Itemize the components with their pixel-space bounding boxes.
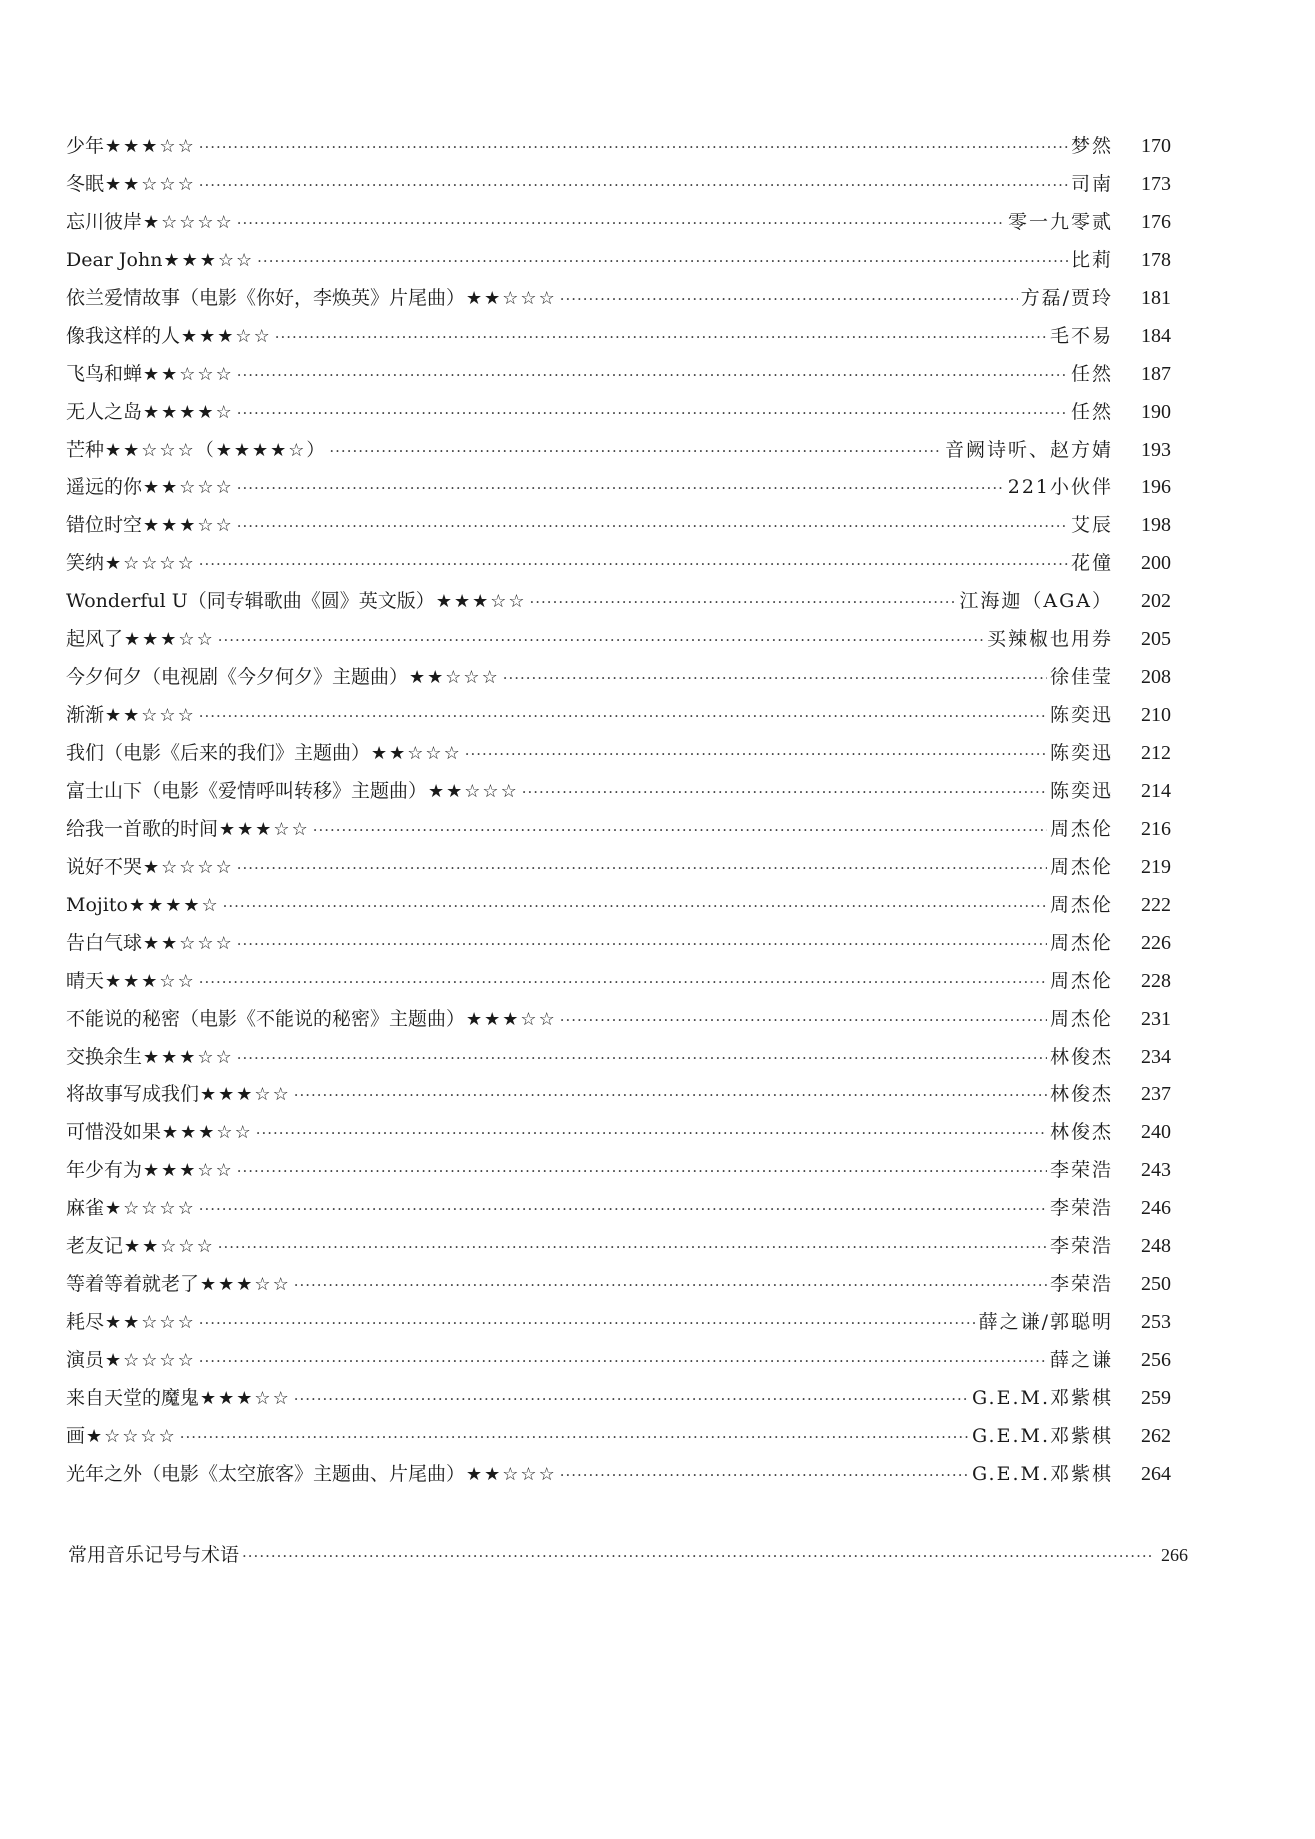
page-number: 181 xyxy=(1141,286,1171,309)
dot-leader xyxy=(237,1040,1047,1078)
song-title: 起风了 xyxy=(66,628,124,651)
difficulty-stars: ★★☆☆☆ xyxy=(409,667,500,689)
song-title: 不能说的秘密（电影《不能说的秘密》主题曲） xyxy=(66,1007,466,1030)
dot-leader xyxy=(237,1153,1047,1191)
dot-leader xyxy=(199,1343,1047,1381)
dot-leader xyxy=(329,433,942,471)
artist-name: 李荣浩 xyxy=(1049,1159,1113,1182)
dot-leader xyxy=(218,622,984,660)
artist-name: 任然 xyxy=(1070,362,1113,385)
page-number: 196 xyxy=(1141,476,1171,499)
page-number: 205 xyxy=(1141,628,1171,651)
song-title: 交换余生 xyxy=(66,1045,143,1068)
toc-entry[interactable] xyxy=(66,166,1171,204)
song-title: 等着等着就老了 xyxy=(66,1273,200,1296)
appendix-entry[interactable] xyxy=(68,1537,1188,1575)
difficulty-stars: ★★★☆☆ xyxy=(181,325,272,347)
dot-leader xyxy=(522,774,1047,812)
page-number: 228 xyxy=(1141,969,1171,992)
dot-leader xyxy=(199,167,1068,205)
toc-entry[interactable] xyxy=(66,735,1171,773)
artist-name: 周杰伦 xyxy=(1049,893,1113,916)
dot-leader xyxy=(256,1115,1047,1153)
song-title: 错位时空 xyxy=(66,514,143,537)
page-number: 212 xyxy=(1141,742,1171,764)
page-number: 248 xyxy=(1141,1235,1171,1258)
toc-entry[interactable] xyxy=(66,469,1171,507)
artist-name: 比莉 xyxy=(1070,248,1113,271)
difficulty-stars: ★★★☆☆ xyxy=(105,136,196,157)
song-title: 可惜没如果 xyxy=(66,1121,162,1144)
artist-name: 徐佳莹 xyxy=(1049,666,1113,689)
toc-entry[interactable] xyxy=(66,1456,1171,1494)
page-number: 234 xyxy=(1141,1045,1171,1068)
page-number: 216 xyxy=(1141,817,1171,840)
dot-leader xyxy=(199,129,1068,167)
toc-entry[interactable] xyxy=(66,811,1171,849)
page-number: 246 xyxy=(1141,1197,1171,1220)
appendix-page-number: 266 xyxy=(1161,1545,1188,1565)
dot-leader xyxy=(237,850,1047,888)
toc-entry[interactable] xyxy=(66,963,1171,1001)
artist-name: 林俊杰 xyxy=(1049,1045,1113,1068)
artist-name: 221小伙伴 xyxy=(1007,476,1113,499)
dot-leader xyxy=(199,546,1068,584)
dot-leader xyxy=(223,888,1047,926)
artist-name: G.E.M.邓紫棋 xyxy=(972,1462,1113,1485)
artist-name: 周杰伦 xyxy=(1049,931,1113,954)
toc-entry[interactable] xyxy=(66,432,1171,470)
page-number: 264 xyxy=(1141,1462,1171,1485)
page-number: 250 xyxy=(1141,1273,1171,1296)
toc-entry[interactable] xyxy=(66,394,1171,432)
song-title: 来自天堂的魔鬼 xyxy=(66,1386,200,1409)
page-number: 253 xyxy=(1141,1311,1171,1334)
dot-leader xyxy=(199,964,1047,1002)
toc-entry[interactable] xyxy=(66,1228,1171,1266)
toc-entry[interactable] xyxy=(66,1304,1171,1342)
difficulty-stars: ★★★☆☆ xyxy=(105,970,196,992)
artist-name: 林俊杰 xyxy=(1049,1121,1113,1144)
dot-leader xyxy=(560,1457,969,1495)
difficulty-stars: ★★★☆☆ xyxy=(435,591,527,613)
table-of-contents xyxy=(66,128,1171,1494)
difficulty-stars: ★★★★☆ xyxy=(143,401,234,423)
song-title: 冬眠 xyxy=(66,172,105,195)
page-number: 208 xyxy=(1141,666,1171,689)
dot-leader xyxy=(218,1229,1047,1267)
artist-name: 周杰伦 xyxy=(1049,1007,1113,1030)
toc-entry[interactable] xyxy=(66,697,1171,735)
toc-entry[interactable] xyxy=(66,545,1171,583)
page-number: 214 xyxy=(1141,779,1171,802)
artist-name: 音阙诗听、赵方婧 xyxy=(944,438,1113,461)
difficulty-stars: ★☆☆☆☆ xyxy=(105,1350,196,1371)
song-title: 少年 xyxy=(66,135,105,157)
artist-name: 江海迦（AGA） xyxy=(959,590,1113,613)
dot-leader xyxy=(242,1538,1152,1576)
page-number: 173 xyxy=(1141,172,1171,195)
page-number: 226 xyxy=(1141,931,1171,954)
song-title: 说好不哭 xyxy=(66,855,143,878)
song-title: Mojito xyxy=(66,893,128,916)
song-title: 晴天 xyxy=(66,969,105,992)
difficulty-stars: ★★★☆☆ xyxy=(200,1387,291,1409)
toc-entry[interactable] xyxy=(66,925,1171,963)
artist-name: 李荣浩 xyxy=(1049,1273,1113,1296)
difficulty-stars: ★★★☆☆ xyxy=(162,1122,253,1144)
page-number: 200 xyxy=(1141,552,1171,575)
toc-entry[interactable] xyxy=(66,1152,1171,1190)
page-number: 178 xyxy=(1141,248,1171,271)
difficulty-stars: ★★☆☆☆ xyxy=(105,705,196,727)
dot-leader xyxy=(257,243,1068,281)
dot-leader xyxy=(199,1305,976,1343)
song-title: 忘川彼岸 xyxy=(66,210,143,233)
song-title: 我们（电影《后来的我们》主题曲） xyxy=(66,742,371,764)
toc-entry[interactable] xyxy=(66,659,1171,697)
toc-entry[interactable] xyxy=(66,1190,1171,1228)
artist-name: 毛不易 xyxy=(1049,324,1113,347)
toc-entry[interactable] xyxy=(66,280,1171,318)
song-title: 遥远的你 xyxy=(66,476,143,499)
difficulty-stars: ★☆☆☆☆ xyxy=(86,1425,177,1447)
song-title: 麻雀 xyxy=(66,1197,105,1220)
song-title: 无人之岛 xyxy=(66,400,143,423)
page-number: 237 xyxy=(1141,1083,1171,1106)
song-title: 演员 xyxy=(66,1349,105,1371)
dot-leader xyxy=(237,205,1005,243)
toc-entry[interactable] xyxy=(66,1001,1171,1039)
page-number: 202 xyxy=(1141,590,1171,613)
difficulty-stars: ★☆☆☆☆ xyxy=(143,856,234,878)
difficulty-stars: ★★☆☆☆ xyxy=(124,1236,215,1258)
artist-name: 花僮 xyxy=(1070,552,1113,575)
toc-entry[interactable] xyxy=(66,1380,1171,1418)
song-title: 今夕何夕（电视剧《今夕何夕》主题曲） xyxy=(66,666,409,689)
page-number: 210 xyxy=(1141,704,1171,727)
toc-entry[interactable] xyxy=(66,507,1171,545)
page-number: 262 xyxy=(1141,1424,1171,1447)
song-title: 笑纳 xyxy=(66,552,105,575)
dot-leader xyxy=(199,698,1047,736)
artist-name: 林俊杰 xyxy=(1049,1083,1113,1106)
difficulty-stars: ★★☆☆☆ xyxy=(466,1463,557,1485)
artist-name: 薛之谦 xyxy=(1049,1349,1113,1371)
difficulty-stars: ★★★☆☆ xyxy=(466,1008,557,1030)
song-title: 像我这样的人 xyxy=(66,324,181,347)
dot-leader xyxy=(275,319,1047,357)
song-title: 富士山下（电影《爱情呼叫转移》主题曲） xyxy=(66,779,428,802)
artist-name: 方磊/贾玲 xyxy=(1020,286,1113,309)
artist-name: 薛之谦/郭聪明 xyxy=(978,1311,1113,1334)
song-title: 光年之外（电影《太空旅客》主题曲、片尾曲） xyxy=(66,1462,466,1485)
song-title: 芒种 xyxy=(66,438,105,461)
dot-leader xyxy=(465,736,1047,774)
dot-leader xyxy=(294,1267,1047,1305)
toc-entry[interactable] xyxy=(66,318,1171,356)
song-title: Dear John xyxy=(66,248,163,271)
toc-entry[interactable] xyxy=(66,1039,1171,1077)
artist-name: 零一九零贰 xyxy=(1007,210,1113,233)
difficulty-stars: ★★★☆☆ xyxy=(143,1046,234,1068)
page-number: 222 xyxy=(1141,893,1171,916)
artist-name: 陈奕迅 xyxy=(1049,779,1113,802)
difficulty-stars: ★★★☆☆ xyxy=(124,629,215,651)
difficulty-stars: ★★☆☆☆ xyxy=(105,1312,196,1334)
difficulty-stars: ★☆☆☆☆ xyxy=(105,553,196,575)
page-number: 170 xyxy=(1141,135,1171,157)
toc-entry[interactable] xyxy=(66,1114,1171,1152)
dot-leader xyxy=(294,1381,969,1419)
dot-leader xyxy=(237,357,1068,395)
artist-name: 司南 xyxy=(1070,172,1113,195)
toc-entry[interactable] xyxy=(66,1342,1171,1380)
difficulty-stars: ★☆☆☆☆ xyxy=(143,211,234,233)
dot-leader xyxy=(180,1419,969,1457)
page-number: 190 xyxy=(1141,400,1171,423)
difficulty-stars: ★★★☆☆ xyxy=(143,1160,234,1182)
song-title: 将故事写成我们 xyxy=(66,1083,200,1106)
difficulty-stars: ★★☆☆☆ xyxy=(371,743,462,764)
toc-entry[interactable] xyxy=(66,1076,1171,1114)
page-number: 243 xyxy=(1141,1159,1171,1182)
song-title: 依兰爱情故事（电影《你好，李焕英》片尾曲） xyxy=(66,286,466,309)
artist-name: G.E.M.邓紫棋 xyxy=(972,1424,1113,1447)
difficulty-stars: ★★★☆☆ xyxy=(219,818,310,840)
artist-name: 周杰伦 xyxy=(1049,969,1113,992)
song-title: 告白气球 xyxy=(66,931,143,954)
difficulty-stars: ★★☆☆☆（★★★★☆） xyxy=(105,439,327,461)
difficulty-stars: ★★☆☆☆ xyxy=(466,287,557,309)
toc-entry[interactable] xyxy=(66,1266,1171,1304)
difficulty-stars: ★★☆☆☆ xyxy=(143,932,234,954)
artist-name: 周杰伦 xyxy=(1049,817,1113,840)
artist-name: 李荣浩 xyxy=(1049,1235,1113,1258)
artist-name: 陈奕迅 xyxy=(1049,704,1113,727)
dot-leader xyxy=(503,660,1047,698)
toc-entry[interactable] xyxy=(66,773,1171,811)
dot-leader xyxy=(199,1191,1047,1229)
difficulty-stars: ★★★★☆ xyxy=(128,894,220,916)
difficulty-stars: ★★★☆☆ xyxy=(200,1274,291,1296)
artist-name: 周杰伦 xyxy=(1049,855,1113,878)
song-title: 给我一首歌的时间 xyxy=(66,817,219,840)
page-number: 184 xyxy=(1141,324,1171,347)
song-title: 老友记 xyxy=(66,1235,124,1258)
toc-entry[interactable] xyxy=(66,242,1171,280)
song-title: 耗尽 xyxy=(66,1311,105,1334)
dot-leader xyxy=(294,1077,1047,1115)
artist-name: 艾辰 xyxy=(1070,514,1113,537)
artist-name: 任然 xyxy=(1070,400,1113,423)
song-title: 年少有为 xyxy=(66,1159,143,1182)
page-number: 240 xyxy=(1141,1121,1171,1144)
difficulty-stars: ★★☆☆☆ xyxy=(105,173,196,195)
difficulty-stars: ★☆☆☆☆ xyxy=(105,1198,196,1220)
song-title: 画 xyxy=(66,1424,86,1447)
song-title: 渐渐 xyxy=(66,704,105,727)
appendix-title: 常用音乐记号与术语 xyxy=(68,1544,240,1566)
difficulty-stars: ★★☆☆☆ xyxy=(428,780,519,802)
dot-leader xyxy=(237,926,1047,964)
artist-name: 陈奕迅 xyxy=(1049,742,1113,764)
page-number: 187 xyxy=(1141,362,1171,385)
toc-entry[interactable] xyxy=(66,849,1171,887)
dot-leader xyxy=(237,470,1005,508)
page-number: 193 xyxy=(1141,438,1171,461)
dot-leader xyxy=(237,508,1068,546)
dot-leader xyxy=(237,395,1068,433)
difficulty-stars: ★★★☆☆ xyxy=(200,1084,291,1106)
toc-entry[interactable] xyxy=(66,621,1171,659)
toc-entry[interactable] xyxy=(66,1418,1171,1456)
toc-entry[interactable] xyxy=(66,128,1171,166)
page-number: 198 xyxy=(1141,514,1171,537)
artist-name: G.E.M.邓紫棋 xyxy=(972,1386,1113,1409)
difficulty-stars: ★★☆☆☆ xyxy=(143,363,234,385)
page-number: 219 xyxy=(1141,855,1171,878)
dot-leader xyxy=(560,281,1018,319)
artist-name: 梦然 xyxy=(1070,135,1113,157)
toc-entry[interactable] xyxy=(66,356,1171,394)
page-number: 176 xyxy=(1141,210,1171,233)
difficulty-stars: ★★☆☆☆ xyxy=(143,477,234,499)
artist-name: 李荣浩 xyxy=(1049,1197,1113,1220)
dot-leader xyxy=(560,1002,1047,1040)
song-title: 飞鸟和蝉 xyxy=(66,362,143,385)
difficulty-stars: ★★★☆☆ xyxy=(143,515,234,537)
toc-entry[interactable] xyxy=(66,887,1171,925)
page-number: 256 xyxy=(1141,1349,1171,1371)
dot-leader xyxy=(313,812,1047,850)
page-number: 259 xyxy=(1141,1386,1171,1409)
difficulty-stars: ★★★☆☆ xyxy=(163,249,255,271)
toc-entry[interactable] xyxy=(66,583,1171,621)
page-number: 231 xyxy=(1141,1007,1171,1030)
toc-entry[interactable] xyxy=(66,204,1171,242)
dot-leader xyxy=(530,584,957,622)
artist-name: 买辣椒也用券 xyxy=(986,628,1113,651)
song-title: Wonderful U（同专辑歌曲《圆》英文版） xyxy=(66,590,435,613)
